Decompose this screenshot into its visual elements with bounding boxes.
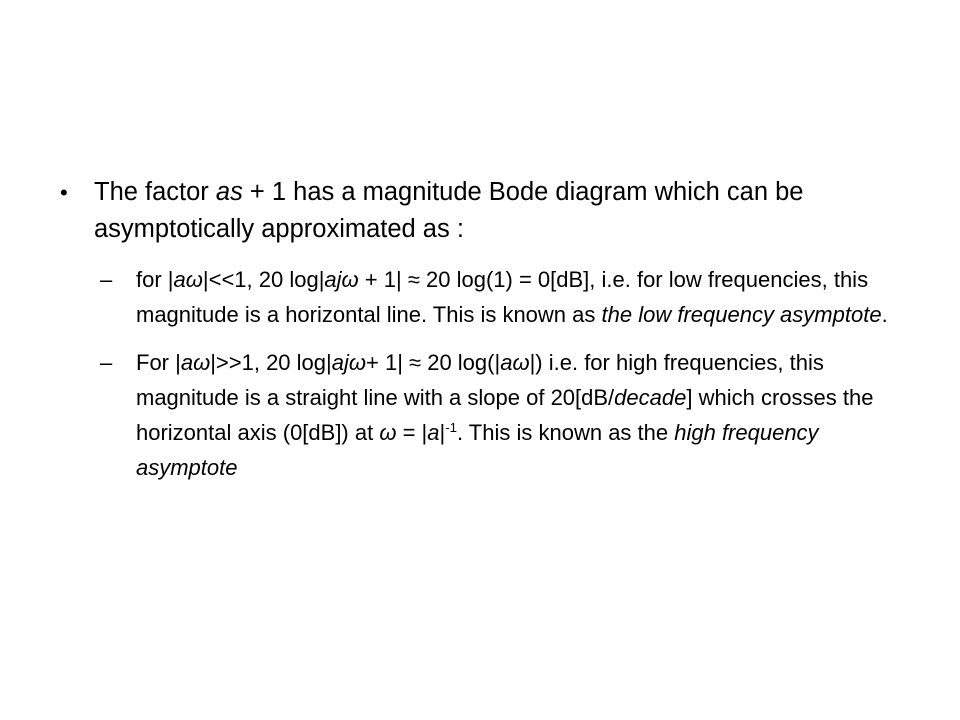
italic-run: ajω xyxy=(324,267,359,292)
italic-run: decade xyxy=(614,385,687,410)
text-run: for | xyxy=(136,267,174,292)
text-run: For | xyxy=(136,350,181,375)
italic-run: aω xyxy=(500,350,530,375)
text-run: . xyxy=(881,302,888,327)
sub-bullet-list xyxy=(58,262,918,485)
dash-marker: – xyxy=(100,350,113,375)
text-run: . This is known as the xyxy=(456,420,675,445)
italic-run: aω xyxy=(173,267,203,292)
italic-run: as xyxy=(215,178,243,206)
superscript-run: -1 xyxy=(445,420,457,436)
bullet-marker: • xyxy=(60,180,68,205)
text-run: |<<1, 20 log| xyxy=(202,267,325,292)
slide-content xyxy=(58,174,918,498)
text-run: |>>1, 20 log| xyxy=(210,350,332,375)
bullet-text xyxy=(94,178,803,243)
text-run: = | xyxy=(396,420,428,445)
italic-run: aω xyxy=(180,350,211,375)
dash-marker: – xyxy=(100,267,113,292)
text-run: |) i.e. for high frequencies, this magnitude is a straight line with a slope of 20[dB/ xyxy=(136,350,824,410)
text-run: ] which crosses the horizontal axis (0[dB]) at xyxy=(136,385,874,445)
sub-bullet-text xyxy=(136,350,873,480)
sub-bullet-high-frequency xyxy=(58,345,918,485)
sub-bullet-text xyxy=(136,267,888,327)
italic-run: high frequency asymptote xyxy=(136,420,819,480)
sub-bullet-low-frequency xyxy=(58,262,918,332)
text-run: The factor xyxy=(94,178,216,206)
italic-run: ajω xyxy=(331,350,366,375)
italic-run: ω xyxy=(379,420,397,445)
text-run: + 1 has a magnitude Bode diagram which can be asymptotically approximated as : xyxy=(94,178,804,243)
text-run: | xyxy=(439,420,446,445)
italic-run: the low frequency asymptote xyxy=(601,302,882,327)
main-bullet xyxy=(58,174,918,248)
text-run: + 1| ≈ 20 log(1) = 0[dB], i.e. for low frequencies, this magnitude is a horizontal line. This is known as xyxy=(136,267,869,327)
italic-run: a xyxy=(427,420,440,445)
text-run: + 1| ≈ 20 log(| xyxy=(366,350,501,375)
